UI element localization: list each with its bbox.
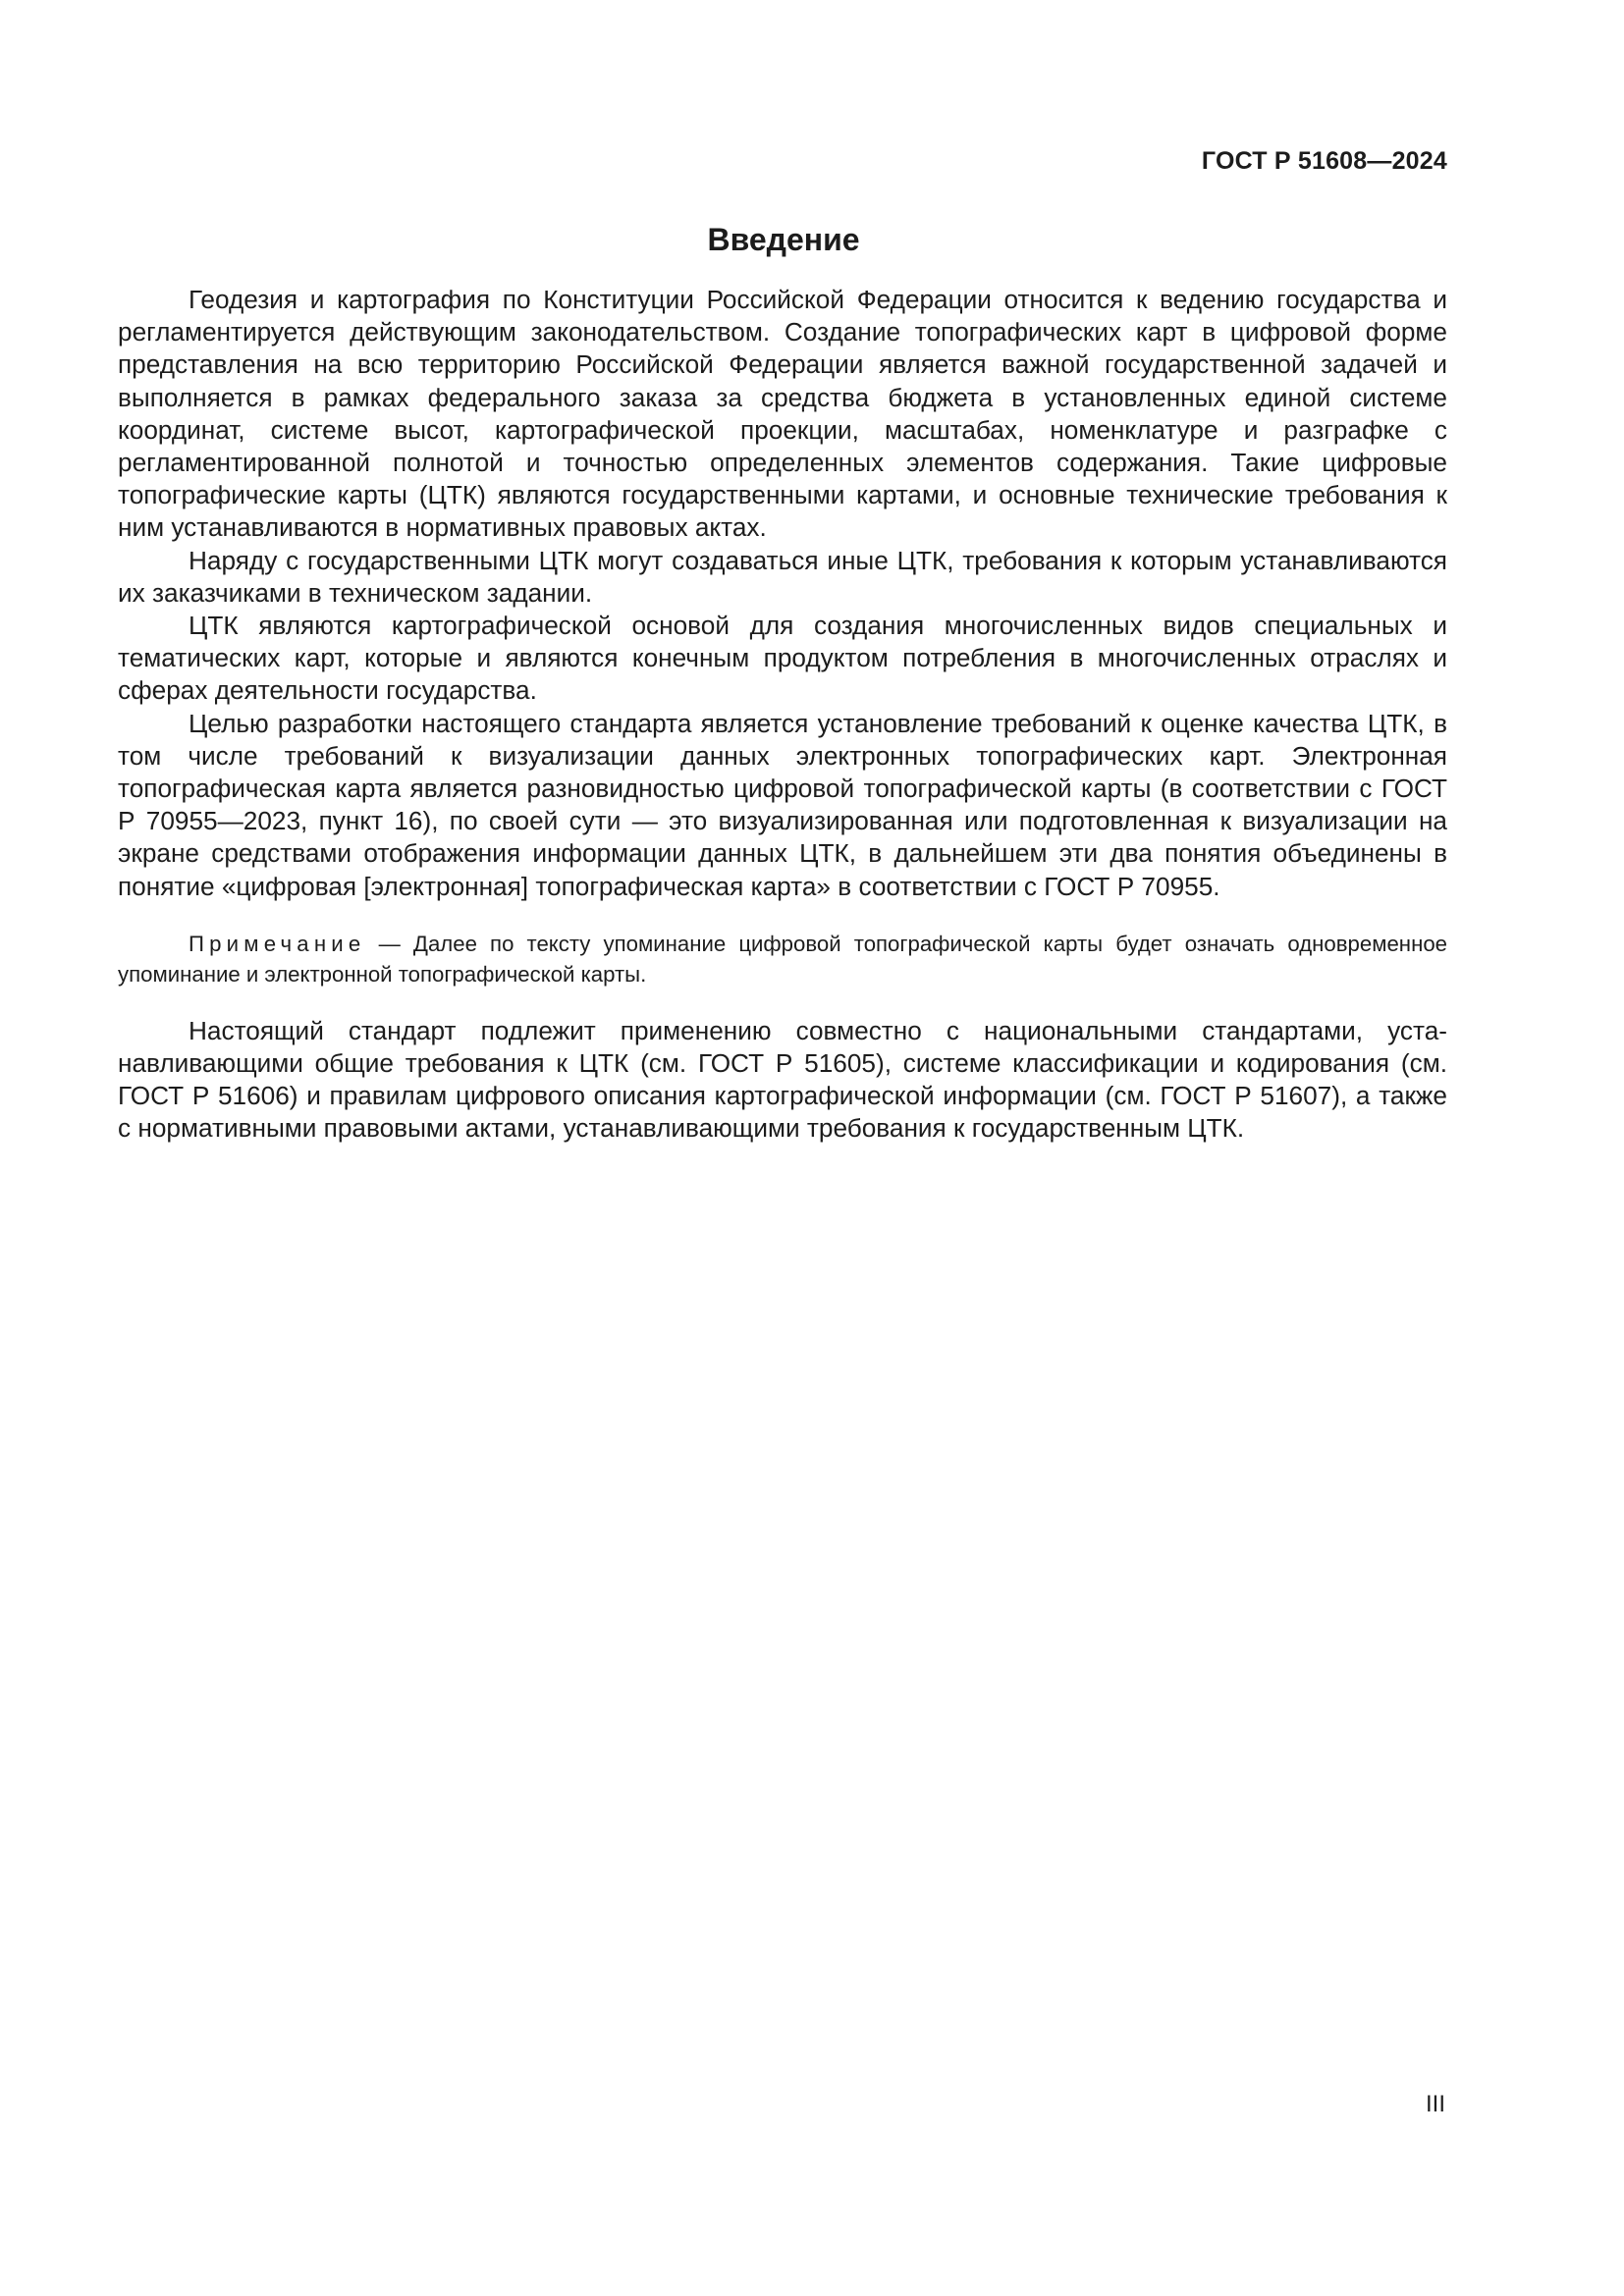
paragraph-2: Наряду с государственными ЦТК могут создаваться иные ЦТК, требования к которым устанавливаются их заказчиками в техническом задании. bbox=[118, 545, 1447, 608]
document-body bbox=[118, 284, 1447, 1146]
note bbox=[118, 929, 1447, 989]
paragraph-5: Настоящий стандарт подлежит применению совместно с национальными стандартами, устанавливающими общие требования к ЦТК (см. ГОСТ Р 51605), системе классификации и кодирования (см. ГОСТ Р 51606) и правилам цифрового описания картографической информации (см. ГОСТ Р 51607), а также с нормативными правовыми актами, устанавливающими требования к государственным ЦТК. bbox=[118, 1015, 1447, 1144]
note-label: Примечание bbox=[189, 931, 366, 956]
paragraph-4: Целью разработки настоящего стандарта является установление требований к оценке качества ЦТК, в том числе требований к визуализации данных электронных топографических карт. Электронная топографическая карта является разновидностью цифровой топографической карты (в соответствии с ГОСТ Р 70955—2023, пункт 16), по своей сути — это визуализированная или подготовленная к визуализации на экране средствами отображения информации данных ЦТК, в дальнейшем эти два понятия объединены в понятие «цифровая [электронная] топографическая карта» в соответствии с ГОСТ Р 70955. bbox=[118, 708, 1447, 901]
section-title: Введение bbox=[707, 222, 860, 257]
page-number: III bbox=[1425, 2091, 1445, 2117]
standard-code: ГОСТ Р 51608—2024 bbox=[1201, 147, 1447, 175]
paragraph-3: ЦТК являются картографической основой для создания многочисленных видов специальных и тематических карт, которые и являются конечным продуктом потребления в многочисленных отраслях и сферах деятельности государства. bbox=[118, 611, 1447, 706]
paragraph-1: Геодезия и картография по Конституции Российской Федерации относится к ведению государства и регламентируется действующим законодательством. Создание топографических карт в цифровой форме представления на всю территорию Российской Федерации является важной государственной задачей и выполняется в рамках федерального заказа за средства бюджета в установленных единой системе координат, системе высот, картографической проекции, масштабах, номенклатуре и разграфке с регламентированной полнотой и точностью определенных элементов содержания. Такие цифровые топографические карты (ЦТК) являются государственными картами, и основные технические требования к ним устанавливаются в нормативных правовых актах. bbox=[118, 285, 1447, 543]
note-text: — Далее по тексту упоминание цифровой топографической карты будет означать одновременное упоминание и электронной топографической карты. bbox=[118, 931, 1447, 987]
